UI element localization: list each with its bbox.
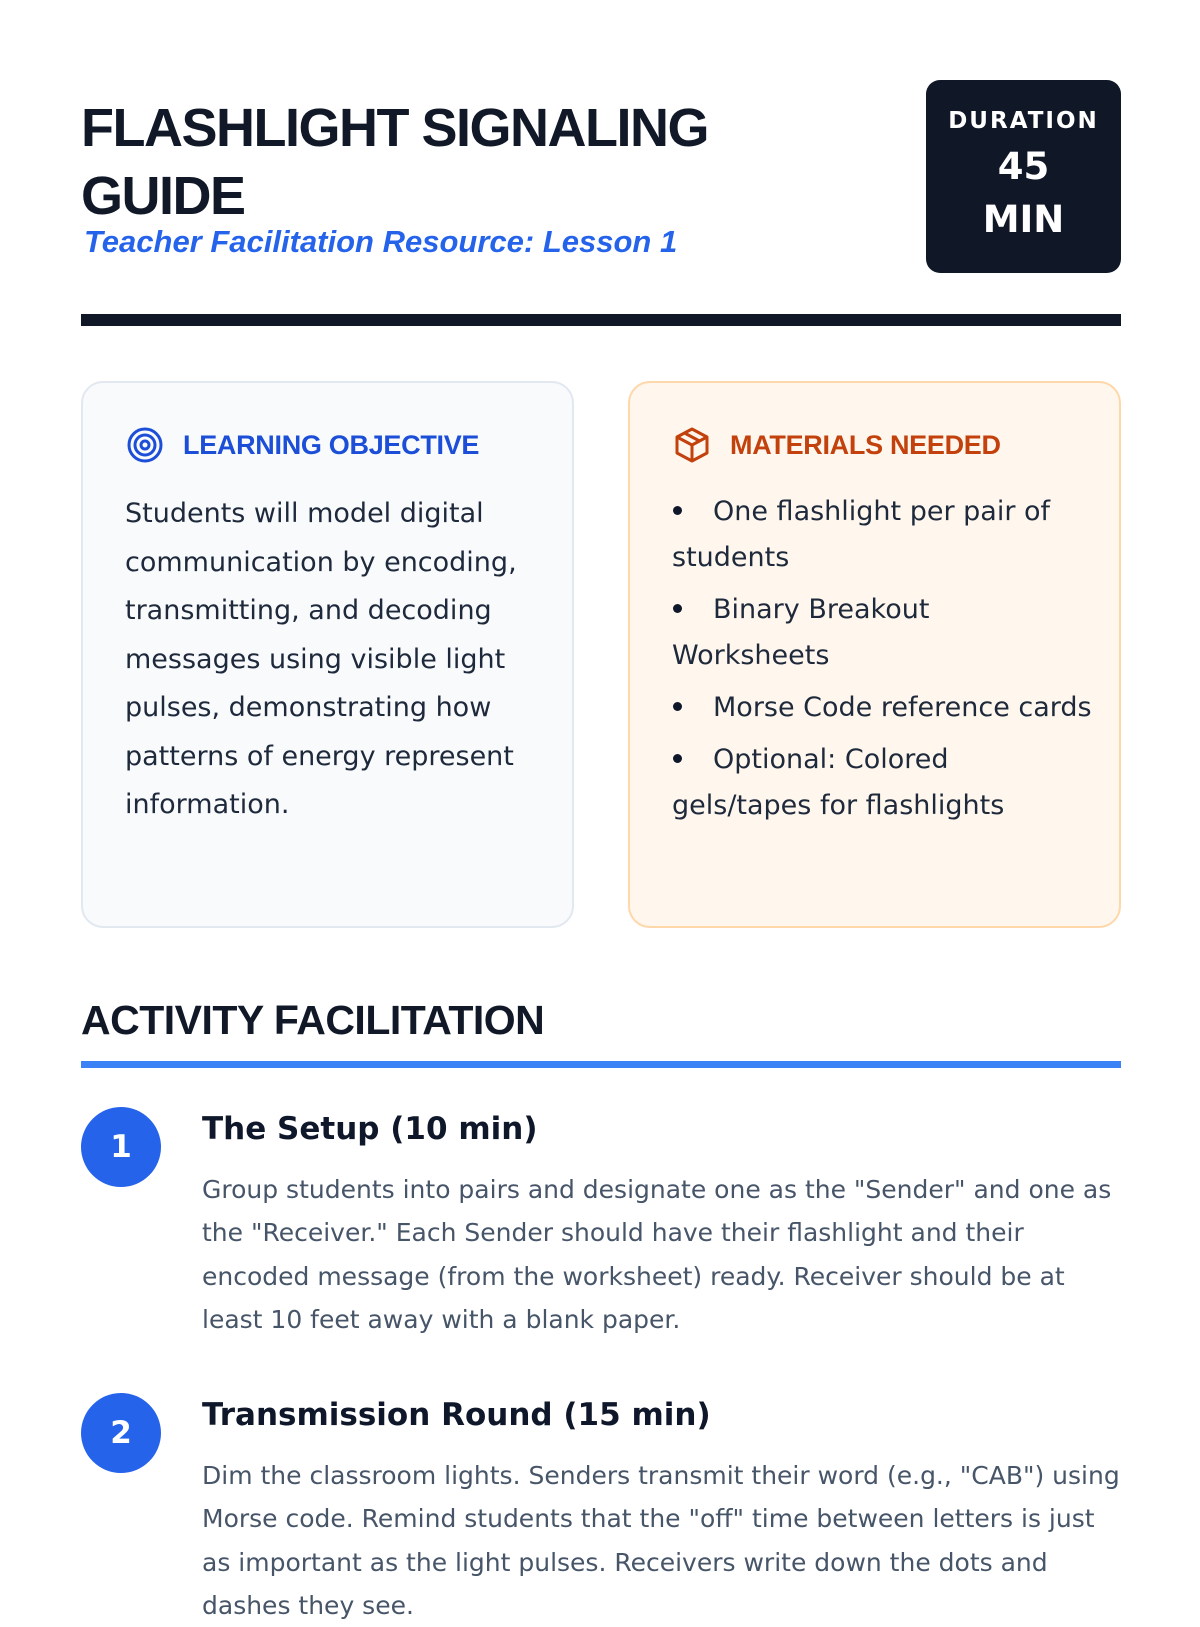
duration-value: 45 MIN xyxy=(982,145,1065,241)
info-cards xyxy=(81,381,1121,928)
list-item xyxy=(672,685,1092,731)
materials-card xyxy=(628,381,1121,928)
materials-title: MATERIALS NEEDED xyxy=(730,429,1001,460)
material-item: Optional: Colored gels/tapes for flashlights xyxy=(672,744,1005,821)
duration-badge xyxy=(926,80,1121,273)
bullet-icon xyxy=(672,489,713,535)
list-item xyxy=(672,737,1092,829)
learning-objective-title: LEARNING OBJECTIVE xyxy=(183,429,480,460)
step-number-badge: 1 xyxy=(81,1107,161,1187)
target-icon xyxy=(125,425,165,465)
learning-objective-heading xyxy=(125,425,479,465)
step-description: Group students into pairs and designate one as the "Sender" and one as the "Receiver." Each Sender should have their flashlight and their encoded message (from the worksheet) ready. Receiver should be at least 10 feet away with a blank paper. xyxy=(202,1175,1112,1334)
material-item: Morse Code reference cards xyxy=(713,692,1092,723)
step-title: The Setup (10 min) xyxy=(202,1111,538,1147)
activity-section-divider xyxy=(81,1061,1121,1068)
page-header xyxy=(81,80,1121,326)
page-title: FLASHLIGHT SIGNALING GUIDE xyxy=(81,98,708,226)
learning-objective-card xyxy=(81,381,574,928)
duration-label: DURATION xyxy=(948,108,1099,134)
activity-section-title: ACTIVITY FACILITATION xyxy=(81,997,545,1043)
step-description: Dim the classroom lights. Senders transmit their word (e.g., "CAB") using Morse code. Remind students that the "off" time between letters is just as important as the light pulses. Receivers write down the dots and dashes they see. xyxy=(202,1461,1120,1620)
page-subtitle: Teacher Facilitation Resource: Lesson 1 xyxy=(84,224,678,259)
materials-heading xyxy=(672,425,1001,465)
box-icon xyxy=(672,425,712,465)
bullet-icon xyxy=(672,685,713,731)
list-item xyxy=(672,489,1092,581)
step-title: Transmission Round (15 min) xyxy=(202,1397,711,1433)
material-item: One flashlight per pair of students xyxy=(672,496,1051,573)
lesson-guide xyxy=(81,80,1121,1620)
bullet-icon xyxy=(672,737,713,783)
bullet-icon xyxy=(672,587,713,633)
step-number-badge: 2 xyxy=(81,1393,161,1473)
header-divider xyxy=(81,314,1121,326)
materials-list xyxy=(672,489,1092,835)
list-item xyxy=(672,587,1092,679)
learning-objective-text: Students will model digital communication by encoding, transmitting, and decoding messages using visible light pulses, demonstrating how patterns of energy represent information. xyxy=(125,498,517,820)
material-item: Binary Breakout Worksheets xyxy=(672,594,930,671)
